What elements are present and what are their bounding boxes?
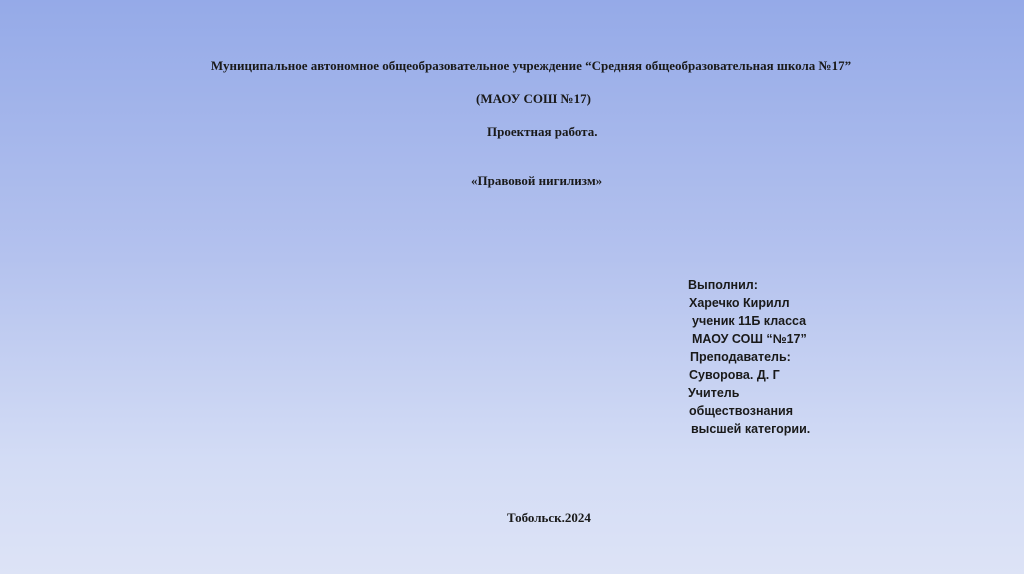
work-type: Проектная работа. [487, 124, 598, 139]
institution-name: Муниципальное автономное общеобразовательное учреждение “Средняя общеобразовательная школа №17” [210, 58, 852, 73]
teacher-subject: обществознания [689, 404, 793, 418]
teacher-name: Суворова. Д. Г [689, 368, 780, 382]
author-name: Харечко Кирилл [689, 296, 790, 310]
project-topic: «Правовой нигилизм» [471, 173, 603, 188]
author-school: МАОУ СОШ “№17” [692, 332, 807, 346]
teacher-category: высшей категории. [691, 422, 811, 436]
author-grade: ученик 11Б класса [692, 314, 807, 328]
teacher-label: Преподаватель: [690, 350, 791, 364]
teacher-role: Учитель [688, 386, 740, 400]
city-year: Тобольск.2024 [507, 510, 591, 525]
institution-abbreviation: (МАОУ СОШ №17) [476, 91, 591, 106]
author-label: Выполнил: [688, 278, 758, 292]
